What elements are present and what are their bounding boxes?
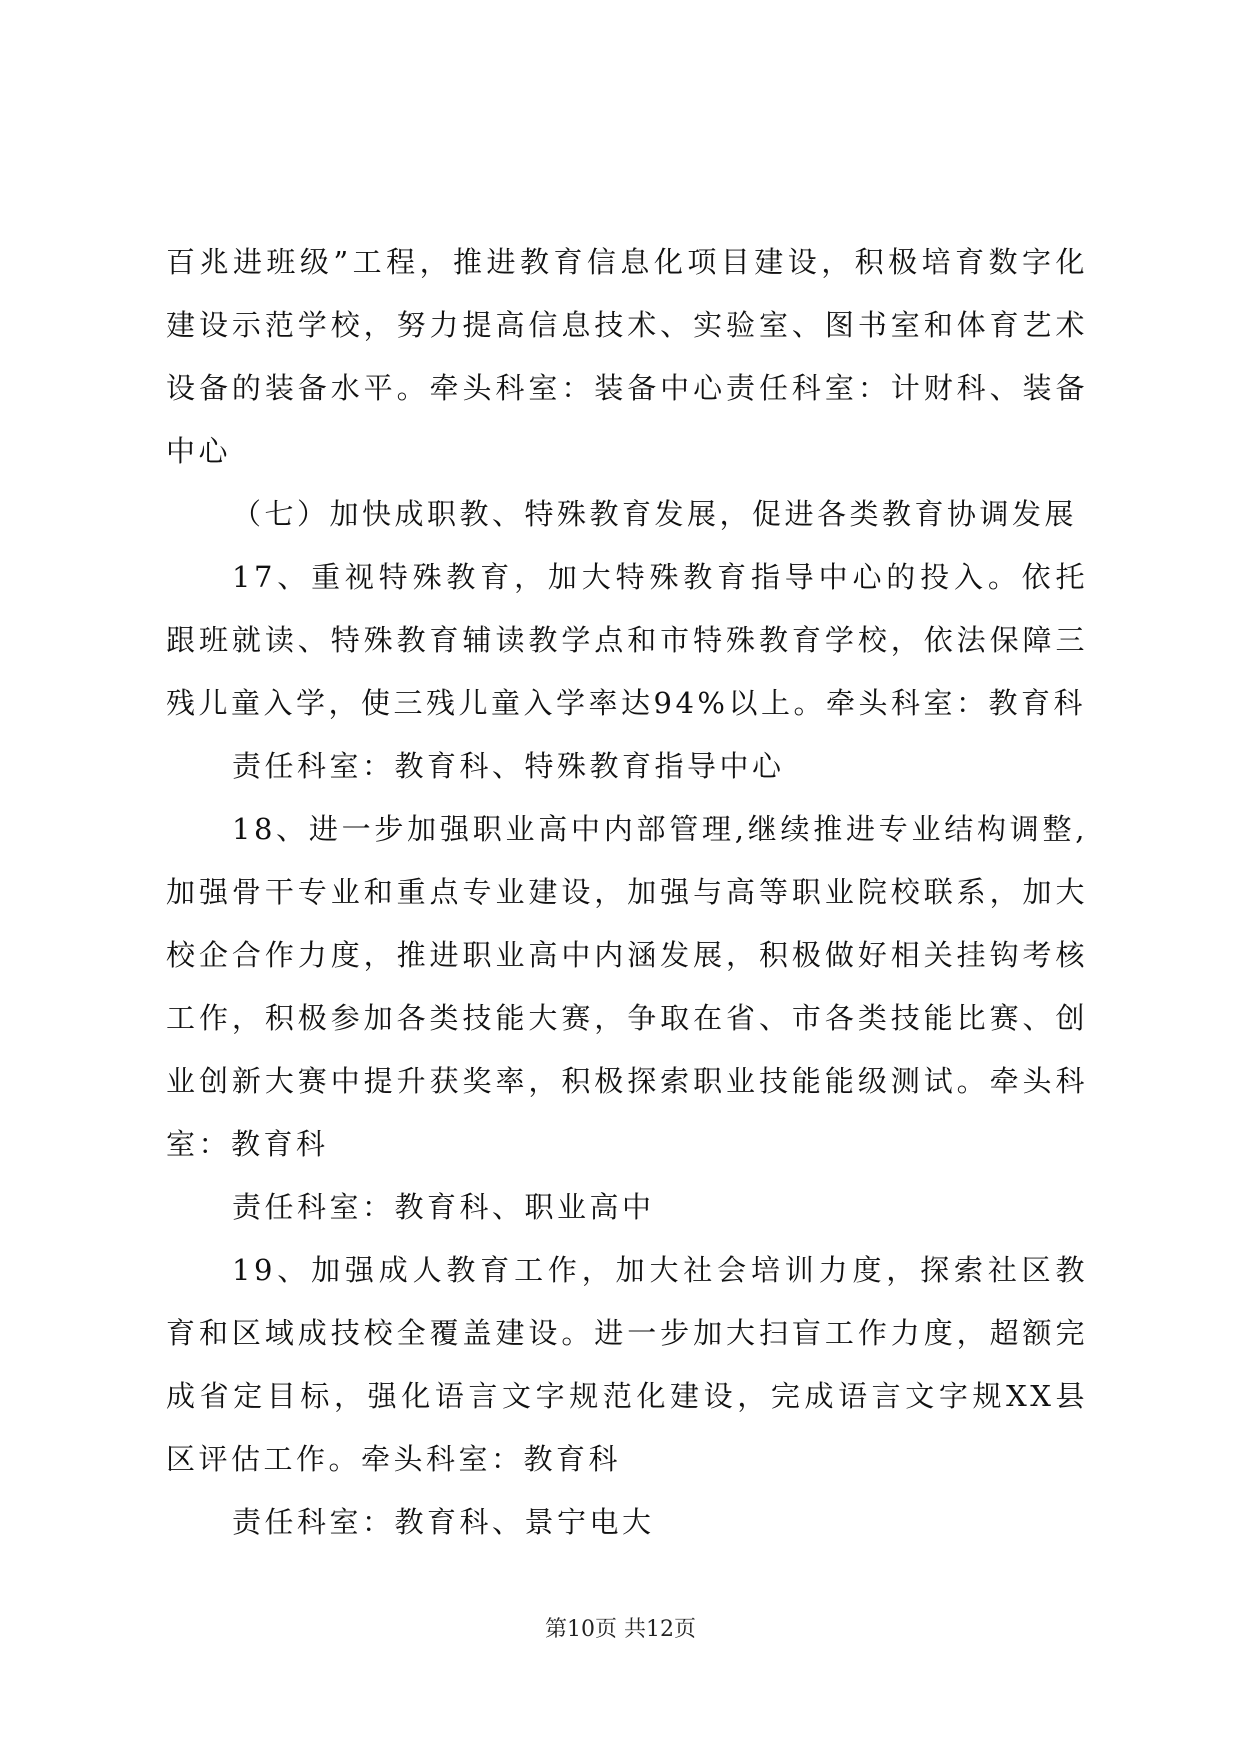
page-number-footer: 第10页 共12页 — [545, 1617, 696, 1642]
document-body — [166, 231, 1088, 1554]
paragraph-responsible-18: 责任科室：教育科、职业高中 — [232, 1190, 655, 1224]
section-heading-seven: （七）加快成职教、特殊教育发展，促进各类教育协调发展 — [232, 497, 1078, 531]
paragraph-equipment-continued: 百兆进班级”工程，推进教育信息化项目建设，积极培育数字化建设示范学校，努力提高信息技术、实验室、图书室和体育艺术设备的装备水平。牵头科室：装备中心责任科室：计财科、装备中心 — [166, 245, 1088, 468]
paragraph-responsible-17: 责任科室：教育科、特殊教育指导中心 — [232, 749, 785, 783]
paragraph-item-18: 18、进一步加强职业高中内部管理,继续推进专业结构调整,加强骨干专业和重点专业建设，加强与高等职业院校联系，加大校企合作力度，推进职业高中内涵发展，积极做好相关挂钩考核工作，积极参加各类技能大赛，争取在省、市各类技能比赛、创业创新大赛中提升获奖率，积极探索职业技能能级测试。牵头科室：教育科 — [166, 812, 1088, 1161]
paragraph-responsible-19: 责任科室：教育科、景宁电大 — [232, 1505, 655, 1539]
paragraph-item-17: 17、重视特殊教育，加大特殊教育指导中心的投入。依托跟班就读、特殊教育辅读教学点和市特殊教育学校，依法保障三残儿童入学，使三残儿童入学率达94%以上。牵头科室：教育科 — [166, 560, 1088, 720]
paragraph-item-19: 19、加强成人教育工作，加大社会培训力度，探索社区教育和区域成技校全覆盖建设。进一步加大扫盲工作力度，超额完成省定目标，强化语言文字规范化建设，完成语言文字规XX县区评估工作。牵头科室：教育科 — [166, 1253, 1088, 1476]
